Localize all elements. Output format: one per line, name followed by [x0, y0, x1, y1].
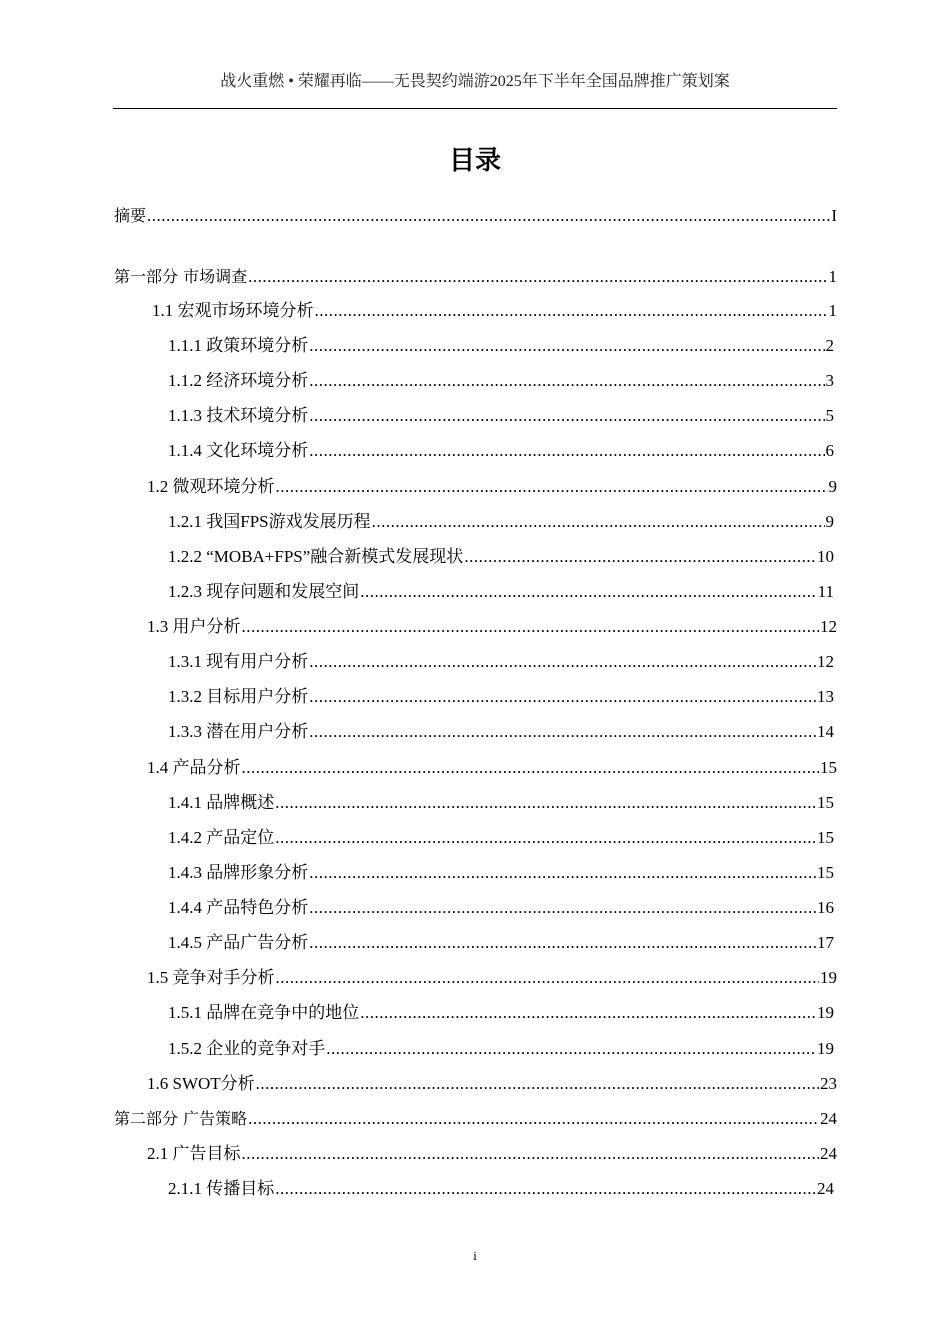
toc-title: 目录: [448, 146, 501, 176]
toc-entry-label: 1.1.2 经济环境分析: [168, 371, 309, 391]
toc-entry-page: 12: [820, 617, 837, 637]
toc-leader-dots: [309, 369, 824, 393]
toc-entry-page: 9: [828, 476, 837, 496]
toc-entry-label: 第二部分 广告策略: [114, 1108, 248, 1128]
toc-entry-label: 2.1.1 传播目标: [168, 1179, 275, 1198]
toc-entry[interactable]: [114, 369, 834, 393]
toc-entry-label: 1.1.4 文化环境分析: [168, 441, 309, 461]
toc-leader-dots: [309, 931, 816, 955]
toc-leader-dots: [309, 685, 816, 709]
toc-entry[interactable]: [114, 299, 837, 323]
toc-entry[interactable]: [114, 650, 834, 674]
toc-entry[interactable]: [114, 791, 834, 815]
toc-entry[interactable]: [114, 861, 834, 885]
toc-entry-page: 23: [820, 1073, 837, 1093]
toc-entry-page: 3: [825, 371, 834, 391]
toc-entry-label: 1.5.1 品牌在竞争中的地位: [168, 1003, 360, 1023]
toc-leader-dots: [248, 265, 827, 289]
toc-entry[interactable]: [114, 966, 837, 990]
toc-leader-dots: [315, 299, 828, 323]
toc-entry-label: 1.1.3 技术环境分析: [168, 406, 309, 426]
toc-entry[interactable]: [114, 1177, 834, 1201]
toc-entry-label: 摘要: [114, 206, 147, 225]
toc-entry[interactable]: [114, 204, 837, 228]
toc-entry[interactable]: [114, 1107, 837, 1131]
toc-entry-page: 13: [817, 687, 834, 707]
toc-leader-dots: [248, 1107, 819, 1131]
toc-entry-label: 1.3.1 现有用户分析: [168, 652, 309, 672]
toc-entry-page: 15: [820, 757, 837, 777]
toc-entry[interactable]: [114, 510, 834, 534]
toc-leader-dots: [464, 545, 816, 569]
toc-entry-label: 1.1.1 政策环境分析: [168, 336, 309, 356]
toc-entry-page: I: [831, 206, 837, 225]
toc-leader-dots: [276, 966, 820, 990]
toc-entry[interactable]: [114, 265, 837, 289]
toc-entry-label: 1.4 产品分析: [147, 757, 241, 777]
toc-entry[interactable]: [114, 720, 834, 744]
toc-leader-dots: [360, 580, 816, 604]
toc-leader-dots: [309, 896, 816, 920]
toc-entry-page: 17: [817, 933, 834, 953]
toc-leader-dots: [256, 1072, 819, 1096]
toc-entry[interactable]: [114, 404, 834, 428]
toc-entry-page: 11: [817, 581, 834, 601]
toc-leader-dots: [309, 650, 816, 674]
toc-entry-label: 1.2 微观环境分析: [147, 476, 275, 496]
toc-entry-page: 19: [817, 1038, 834, 1058]
toc-leader-dots: [309, 720, 816, 744]
toc-entry[interactable]: [114, 615, 837, 639]
toc-entry-page: 19: [817, 1003, 834, 1023]
toc-entry-page: 2: [825, 336, 834, 356]
toc-entry-label: 1.4.2 产品定位: [168, 827, 275, 847]
toc-entry-page: 15: [817, 862, 834, 882]
toc-entry-label: 1.3.3 潜在用户分析: [168, 722, 309, 742]
toc-entry[interactable]: [114, 1072, 837, 1096]
toc-leader-dots: [275, 1177, 816, 1201]
toc-entry[interactable]: [114, 1037, 834, 1061]
toc-entry-label: 1.2.1 我国FPS游戏发展历程: [168, 511, 371, 531]
toc-entry-page: 5: [825, 406, 834, 426]
toc-leader-dots: [360, 1001, 816, 1025]
toc-entry-label: 1.5 竞争对手分析: [147, 968, 275, 988]
toc-entry-page: 19: [820, 968, 837, 988]
toc-entry-page: 9: [825, 511, 834, 531]
toc-leader-dots: [275, 791, 816, 815]
toc-entry-label: 1.6 SWOT分析: [147, 1073, 255, 1093]
toc-entry-page: 24: [817, 1179, 834, 1198]
toc-entry-page: 24: [820, 1108, 837, 1128]
toc-entry-page: 12: [817, 652, 834, 672]
toc-entry-page: 15: [817, 827, 834, 847]
toc-entry[interactable]: [114, 545, 834, 569]
toc-leader-dots: [276, 475, 828, 499]
toc-entry[interactable]: [114, 826, 834, 850]
toc-leader-dots: [242, 1142, 820, 1166]
toc-entry-page: 16: [817, 898, 834, 918]
toc-entry[interactable]: [114, 1001, 834, 1025]
page-number: i: [473, 1248, 477, 1263]
toc-leader-dots: [242, 615, 820, 639]
toc-entry[interactable]: [114, 439, 834, 463]
toc-entry-page: 1: [828, 301, 837, 320]
toc-leader-dots: [372, 510, 825, 534]
toc-entry-page: 10: [817, 546, 834, 566]
toc-entry-page: 1: [828, 267, 837, 286]
toc-entry-page: 24: [820, 1143, 837, 1163]
toc-entry-label: 1.3.2 目标用户分析: [168, 687, 309, 707]
toc-entry[interactable]: [114, 685, 834, 709]
toc-entry-label: 1.2.3 现存问题和发展空间: [168, 581, 360, 601]
toc-entry[interactable]: [114, 756, 837, 780]
toc-leader-dots: [309, 439, 824, 463]
toc-entry[interactable]: [114, 580, 834, 604]
toc-leader-dots: [309, 861, 816, 885]
toc-entry-label: 1.2.2 “MOBA+FPS”融合新模式发展现状: [168, 546, 464, 566]
running-header: 战火重燃 • 荣耀再临——无畏契约端游2025年下半年全国品牌推广策划案: [220, 73, 730, 90]
toc-entry-label: 1.5.2 企业的竞争对手: [168, 1038, 326, 1058]
toc-entry[interactable]: [114, 475, 837, 499]
toc-entry-label: 1.1 宏观市场环境分析: [152, 301, 314, 320]
toc-leader-dots: [147, 204, 830, 228]
toc-entry-label: 2.1 广告目标: [147, 1143, 241, 1163]
toc-entry[interactable]: [114, 931, 834, 955]
toc-leader-dots: [326, 1037, 816, 1061]
toc-leader-dots: [275, 826, 816, 850]
toc-entry-label: 1.4.5 产品广告分析: [168, 933, 309, 953]
toc-entry-page: 6: [825, 441, 834, 461]
toc-entry[interactable]: [114, 1142, 837, 1166]
toc-entry-label: 1.3 用户分析: [147, 617, 241, 637]
header-rule: [113, 108, 837, 109]
toc-entry-label: 1.4.4 产品特色分析: [168, 898, 309, 918]
toc-entry-label: 第一部分 市场调查: [114, 267, 248, 286]
toc-entry[interactable]: [114, 896, 834, 920]
toc-leader-dots: [309, 404, 824, 428]
toc-entry-label: 1.4.3 品牌形象分析: [168, 862, 309, 882]
toc-entry-page: 15: [817, 792, 834, 812]
toc-entry-page: 14: [817, 722, 834, 742]
toc-leader-dots: [309, 334, 824, 358]
toc-leader-dots: [242, 756, 820, 780]
toc-entry-label: 1.4.1 品牌概述: [168, 792, 275, 812]
toc-entry[interactable]: [114, 334, 834, 358]
